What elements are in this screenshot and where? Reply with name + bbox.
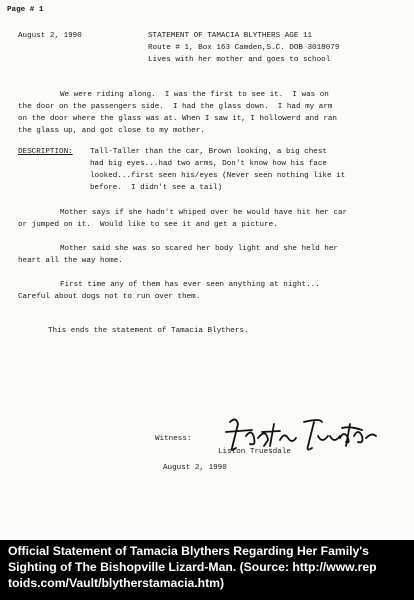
witness-label: Witness:: [155, 435, 192, 443]
residence-line: Lives with her mother and goes to school: [148, 56, 331, 64]
paragraph-line: Careful about dogs not to run over them.: [18, 293, 201, 301]
paragraph-line: First time any of them has ever seen anything at night...: [60, 281, 320, 289]
witness-name: Liston Truesdale: [218, 448, 291, 456]
document-date: August 2, 1990: [18, 32, 82, 40]
description-line: had big eyes...had two arms, Don't know how his face: [90, 160, 327, 168]
caption-line: Sighting of The Bishopville Lizard-Man. (Source: http://www.rep: [8, 560, 377, 574]
paragraph-line: Mother said she was so scared her body light and she held her: [60, 245, 338, 253]
paragraph-line: on the door where the glass was at. When I saw it, I hollowerd and ran: [18, 115, 337, 123]
paragraph-line: We were riding along. I was the first to see it. I was on: [60, 91, 329, 99]
description-line: before. I didn't see a tail): [90, 184, 223, 192]
paragraph-line: heart all the way home.: [18, 257, 123, 265]
statement-title: STATEMENT OF TAMACIA BLYTHERS AGE 11: [148, 32, 313, 40]
paragraph-line: the glass up, and got close to my mother.: [18, 127, 205, 135]
closing-line: This ends the statement of Tamacia Blythers.: [48, 327, 249, 335]
description-label: DESCRIPTION:: [18, 148, 73, 156]
signature-date: August 2, 1990: [163, 464, 227, 472]
description-line: Tall-Taller than the car, Brown looking, a big chest: [90, 148, 327, 156]
paragraph-line: Mother says if she hadn't whiped over he would have hit her car: [60, 209, 348, 217]
paragraph-line: or jumped on it. Would like to see it and get a picture.: [18, 221, 278, 229]
description-line: looked...first seen his/eyes (Never seen nothing like it: [90, 172, 346, 180]
image-caption: [0, 540, 414, 600]
caption-line: Official Statement of Tamacia Blythers Regarding Her Family's: [8, 544, 369, 558]
address-line: Route # 1, Box 163 Camden,S.C. DOB 3018079: [148, 44, 340, 52]
caption-line: toids.com/Vault/blytherstamacia.htm): [8, 576, 225, 590]
page-number: Page # 1: [7, 6, 44, 14]
paragraph-line: the door on the passengers side. I had the glass down. I had my arm: [18, 103, 333, 111]
